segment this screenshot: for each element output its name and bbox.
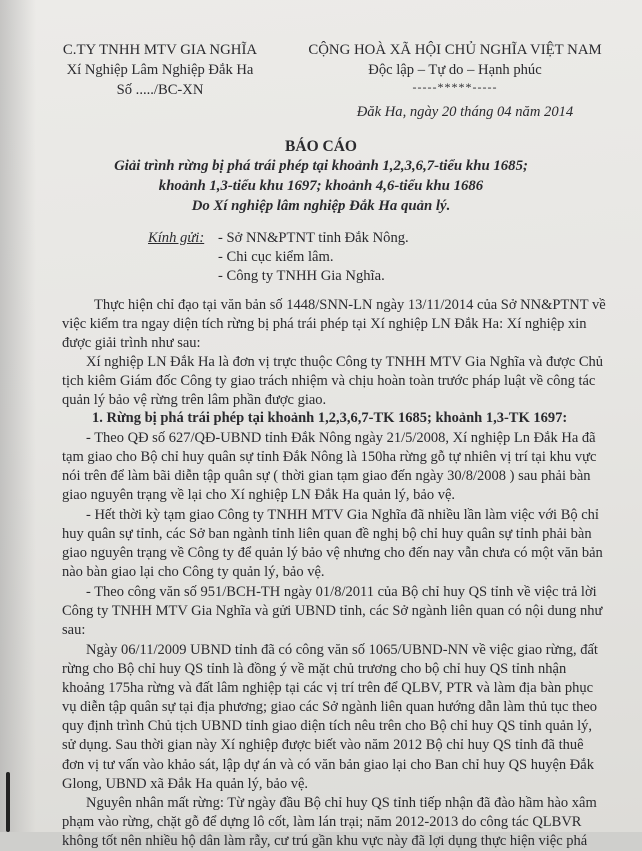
date-line: Đăk Ha, ngày 20 tháng 04 năm 2014: [356, 104, 574, 120]
national-motto: Độc lập – Tự do – Hạnh phúc: [368, 62, 542, 78]
intro-line-3: được giải trình như sau:: [62, 335, 201, 352]
report-subtitle-line-2: khoảnh 1,3-tiểu khu 1697; khoảnh 4,6-tiểu khu 1686: [158, 178, 484, 194]
handover-paragraph: [62, 506, 603, 582]
decision-line-3: nói trên để làm bãi diễn tập quân sự ( thời gian tạm giao đến ngày 30/8/2008 ) sau phải bàn: [62, 468, 591, 485]
page-shadow: [0, 0, 36, 832]
quote-line-6: sử dụng. Sau thời gian này Xí nghiệp được biết vào năm 2012 Bộ chỉ huy QS tỉnh đã thuê: [62, 737, 584, 754]
report-subtitle-line-3: Do Xí nghiệp lâm nghiệp Đắk Ha quản lý.: [191, 198, 451, 214]
intro-line-2: việc kiểm tra ngay diện tích rừng bị phá trái phép tại Xí nghiệp LN Đắk Ha: Xí nghiệp xin: [62, 316, 587, 333]
report-heading: BÁO CÁO: [285, 138, 357, 155]
official-letter-line-3: sau:: [62, 622, 86, 639]
quote-line-1: Ngày 06/11/2009 UBND tỉnh đã có công văn số 1065/UBND-NN về việc giao rừng, đất: [86, 642, 598, 658]
unit-line-1: Xí nghiệp LN Đắk Ha là đơn vị trực thuộc Công ty TNHH MTV Gia Nghĩa và được Chủ: [86, 354, 603, 370]
handover-line-1: - Hết thời kỳ tạm giao Công ty TNHH MTV Gia Nghĩa đã nhiều lần làm việc với Bộ chỉ: [86, 507, 599, 523]
intro-paragraph: [62, 296, 606, 353]
quote-line-7: đơn vị tư vấn vào khảo sát, lập dự án và có văn bản giao lại cho Ban chỉ huy QS huyện Đắk: [62, 756, 594, 773]
decision-line-2: tạm giao cho Bộ chỉ huy quân sự tỉnh Đắk Nông là 150ha rừng gỗ tự nhiên vị trí tại khu vực: [62, 449, 597, 466]
unit-line-3: quản lý bảo vệ rừng trên lâm phần được giao.: [62, 392, 327, 409]
document-number: Số ...../BC-XN: [116, 82, 204, 98]
section-1-heading: 1. Rừng bị phá trái phép tại khoảnh 1,2,3,6,7-TK 1685; khoảnh 1,3-TK 1697:: [92, 410, 568, 426]
recipient-3: - Công ty TNHH Gia Nghĩa.: [218, 268, 385, 284]
unit-paragraph: [62, 353, 603, 410]
decision-line-1: - Theo QĐ số 627/QĐ-UBND tỉnh Đắk Nông ngày 21/5/2008, Xí nghiệp Ln Đắk Ha đã: [86, 430, 596, 446]
quoted-content-paragraph: [62, 641, 598, 794]
handover-line-4: nào bàn giao lại cho Công ty quản lý, bảo vệ.: [62, 564, 325, 581]
official-letter-paragraph: [62, 583, 602, 640]
recipient-2: - Chi cục kiểm lâm.: [218, 249, 334, 265]
quote-line-2: rừng cho Bộ chỉ huy QS tỉnh là đồng ý về mặt chủ trương cho bộ chỉ huy QS tỉnh nhận: [62, 661, 567, 678]
decision-paragraph: [62, 429, 596, 505]
quote-line-8: Glong, UBND xã Đắk Ha quản lý, bảo vệ.: [62, 775, 309, 792]
intro-line-1: Thực hiện chỉ đạo tại văn bản số 1448/SNN-LN ngày 13/11/2014 của Sở NN&PTNT về: [94, 297, 606, 313]
enterprise-name: Xí Nghiệp Lâm Nghiệp Đắk Ha: [66, 62, 254, 78]
margin-ink-mark: [6, 772, 10, 832]
motto-separator: -----*****-----: [412, 80, 498, 94]
cause-paragraph: [62, 794, 597, 851]
recipients-label: Kính gửi:: [148, 230, 205, 246]
report-subtitle-line-1: Giải trình rừng bị phá trái phép tại khoảnh 1,2,3,6,7-tiểu khu 1685;: [114, 158, 528, 174]
company-name: C.TY TNHH MTV GIA NGHĨA: [62, 42, 258, 58]
quote-line-3: khoảng 175ha rừng và đất lâm nghiệp tại các vị trí trên để QLBV, PTR và làm địa bàn phục: [62, 680, 594, 697]
unit-line-2: tịch kiêm Giám đốc Công ty giao trách nhiệm và chịu hoàn toàn trước pháp luật về công tác: [62, 373, 596, 390]
decision-line-4: giao nguyên trạng về lại cho Xí nghiệp LN Đắk Ha quản lý, bảo vệ.: [62, 487, 456, 504]
cause-line-1: Nguyên nhân mất rừng: Từ ngày đầu Bộ chỉ huy QS tỉnh tiếp nhận đã đào hầm hào xâm: [86, 795, 597, 811]
handover-line-2: huy quân sự tỉnh, các Sở ban ngành tỉnh liên quan đề nghị bộ chỉ huy quân sự tỉnh phải bàn: [62, 526, 592, 543]
republic-title: CỘNG HOÀ XÃ HỘI CHỦ NGHĨA VIỆT NAM: [308, 42, 602, 58]
official-letter-line-1: - Theo công văn số 951/BCH-TH ngày 01/8/2011 của Bộ chỉ huy QS tỉnh về việc trả lời: [86, 584, 597, 600]
recipient-1: - Sở NN&PTNT tỉnh Đắk Nông.: [218, 230, 409, 246]
quote-line-5: quy định trình Chủ tịch UBND tỉnh giao diện tích nêu trên cho Bộ chỉ huy QS tỉnh quản lý,: [62, 718, 593, 735]
cause-line-3: không tốt nên nhiều hộ dân làm rẫy, cư trú gần khu vực này đã lợi dụng thực hiện việc phá: [62, 833, 588, 850]
quote-line-4: vụ diễn tập quân sự tại địa phương; giao các Sở ngành liên quan hướng dẫn làm thủ tục theo: [62, 699, 598, 716]
official-letter-line-2: Công ty TNHH MTV Gia Nghĩa và gửi UBND tỉnh, các Sở ngành liên quan có nội dung như: [62, 603, 603, 620]
cause-line-2: phạm vào rừng, chặt gỗ để dựng lô cốt, làm lán trại; năm 2012-2013 do công tác QLBVR: [62, 814, 582, 831]
handover-line-3: giao nguyên trạng về Công ty để quản lý bảo vệ nhưng cho đến nay vẫn chưa có một văn bản: [62, 545, 603, 562]
